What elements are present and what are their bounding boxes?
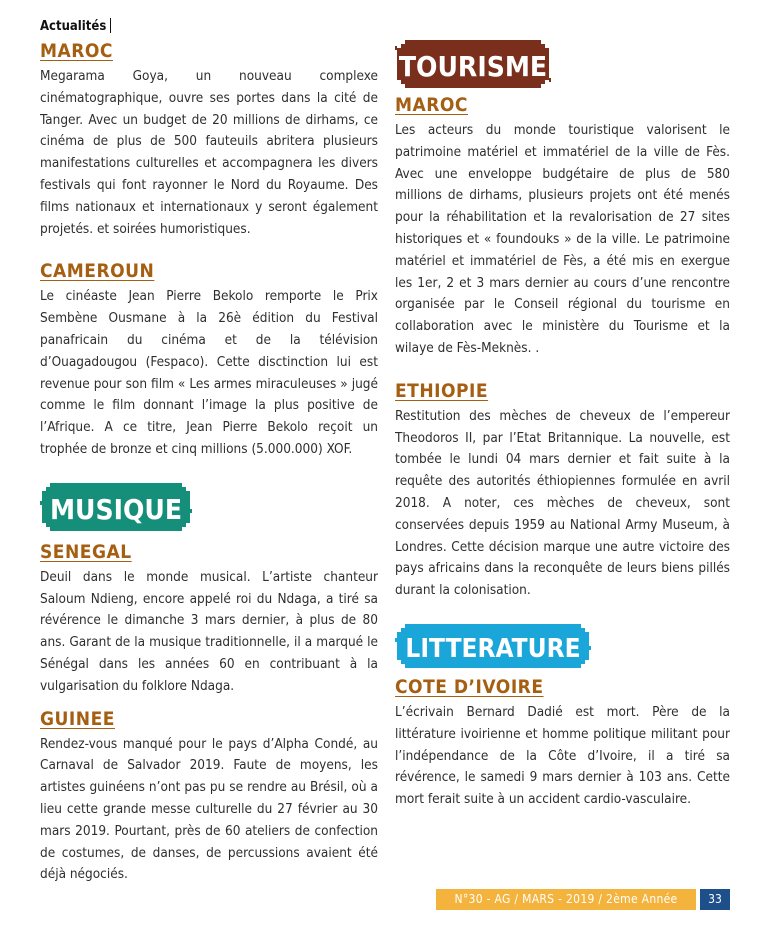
article-cameroun bbox=[40, 260, 378, 460]
tourisme-badge bbox=[395, 40, 730, 88]
right-column bbox=[395, 40, 730, 811]
article-ethiopie bbox=[395, 380, 730, 602]
litterature-badge-label: LITTERATURE bbox=[405, 633, 581, 664]
tourisme-badge-shape bbox=[395, 40, 551, 88]
article-title: MAROC bbox=[395, 94, 468, 116]
rubric-label: Actualités bbox=[40, 19, 107, 34]
page-number: 33 bbox=[700, 889, 730, 910]
musique-badge bbox=[40, 483, 378, 531]
article-text: Rendez-vous manqué pour le pays d’Alpha Condé, au Carnaval de Salvador 2019. Faute de moyens, les artistes guinéens n’ont pas pu se rendre au Brésil, où a lieu cette grande messe culturelle du 27 février au 30 mars 2019. Pourtant, près de 60 ateliers de confection de costumes, de danses, de percussions avaient été déjà négociés. bbox=[40, 735, 378, 883]
left-column bbox=[40, 40, 378, 886]
article-text: Deuil dans le monde musical. L’artiste chanteur Saloum Ndieng, encore appelé roi du Ndaga, a tiré sa révérence le dimanche 3 mars dernier, à plus de 80 ans. Garant de la musique traditionnelle, il a marqué le Sénégal dans les années 60 en contribuant à la vulgarisation du folklore Ndaga. bbox=[40, 568, 378, 694]
article-title: MAROC bbox=[40, 40, 113, 62]
musique-badge-label: MUSIQUE bbox=[49, 492, 183, 526]
article-title: GUINEE bbox=[40, 707, 115, 730]
litterature-badge bbox=[395, 624, 730, 668]
article-text: Les acteurs du monde touristique valorisent le patrimoine matériel et immatériel de la ville de Fès. Avec une enveloppe budgétaire de plus de 580 millions de dirhams, plusieurs projets ont été menés pour la réhabilitation et la revalorisation de 27 sites historiques et « foundouks » de la ville. Le patrimoine matériel et immatériel de Fès, a été mis en exergue les 1er, 2 et 3 mars dernier au cours d’une rencontre organisée par le Conseil régional du tourisme en collaboration avec le ministère du Tourisme et la wilaye de Fès-Meknès. . bbox=[395, 122, 730, 356]
article-title: COTE D’IVOIRE bbox=[395, 675, 544, 698]
section-rubric bbox=[40, 18, 111, 34]
musique-badge-shape bbox=[40, 483, 192, 531]
litterature-badge-shape bbox=[395, 624, 591, 668]
article-text: Restitution des mèches de cheveux de l’empereur Theodoros II, par l’Etat Britannique. La nouvelle, est tombée le lundi 04 mars dernier et fait suite à la requête des autorités éthiopiennes formulée en avril 2018. A noter, ces mèches de cheveux, sont conservées depuis 1959 au National Army Museum, à Londres. Cette décision marque une autre victoire des pays africains dans la reconquête de leurs biens pillés durant la colonisation. bbox=[395, 407, 730, 599]
issue-footer: N°30 - AG / MARS - 2019 / 2ème Année bbox=[436, 889, 696, 910]
article-maroc-tourisme bbox=[395, 94, 730, 360]
article-text: L’écrivain Bernard Dadié est mort. Père de la littérature ivoirienne et homme politique militant pour l’indépendance de la Côte d’Ivoire, il a tiré sa révérence, le samedi 9 mars dernier à 103 ans. Cette mort ferait suite à un accident cardio-vasculaire. bbox=[395, 703, 730, 808]
article-title: SENEGAL bbox=[40, 540, 132, 563]
article-senegal bbox=[40, 541, 378, 698]
article-title: CAMEROUN bbox=[40, 260, 155, 283]
rubric-divider bbox=[110, 18, 111, 33]
article-guinee bbox=[40, 708, 378, 887]
article-cote-divoire bbox=[395, 676, 730, 811]
article-text: Megarama Goya, un nouveau complexe cinématographique, ouvre ses portes dans la cité de Tanger. Avec un budget de 20 millions de dirhams, ce cinéma de plus de 500 fauteuils abritera plusieurs manifestations culturelles et accompagnera les divers festivals qui font rayonner le Nord du Royaume. Des films nationaux et internationaux y seront également projetés. et soirées humoristiques. bbox=[40, 68, 378, 237]
tourisme-badge-label: TOURISME bbox=[398, 50, 548, 83]
article-maroc-cinema bbox=[40, 40, 378, 240]
article-text: Le cinéaste Jean Pierre Bekolo remporte le Prix Sembène Ousmane à la 26è édition du Festival panafricain du cinéma et de la télévision d’Ouagadougou (Fespaco). Cette disctinction lui est revenue pour son film « Les armes miraculeuses » jugé comme le film donnant l’image la plus positive de l’Afrique. A ce titre, Jean Pierre Bekolo reçoit un trophée de bronze et cinq millions (5.000.000) XOF. bbox=[40, 288, 378, 457]
article-title: ETHIOPIE bbox=[395, 379, 489, 402]
